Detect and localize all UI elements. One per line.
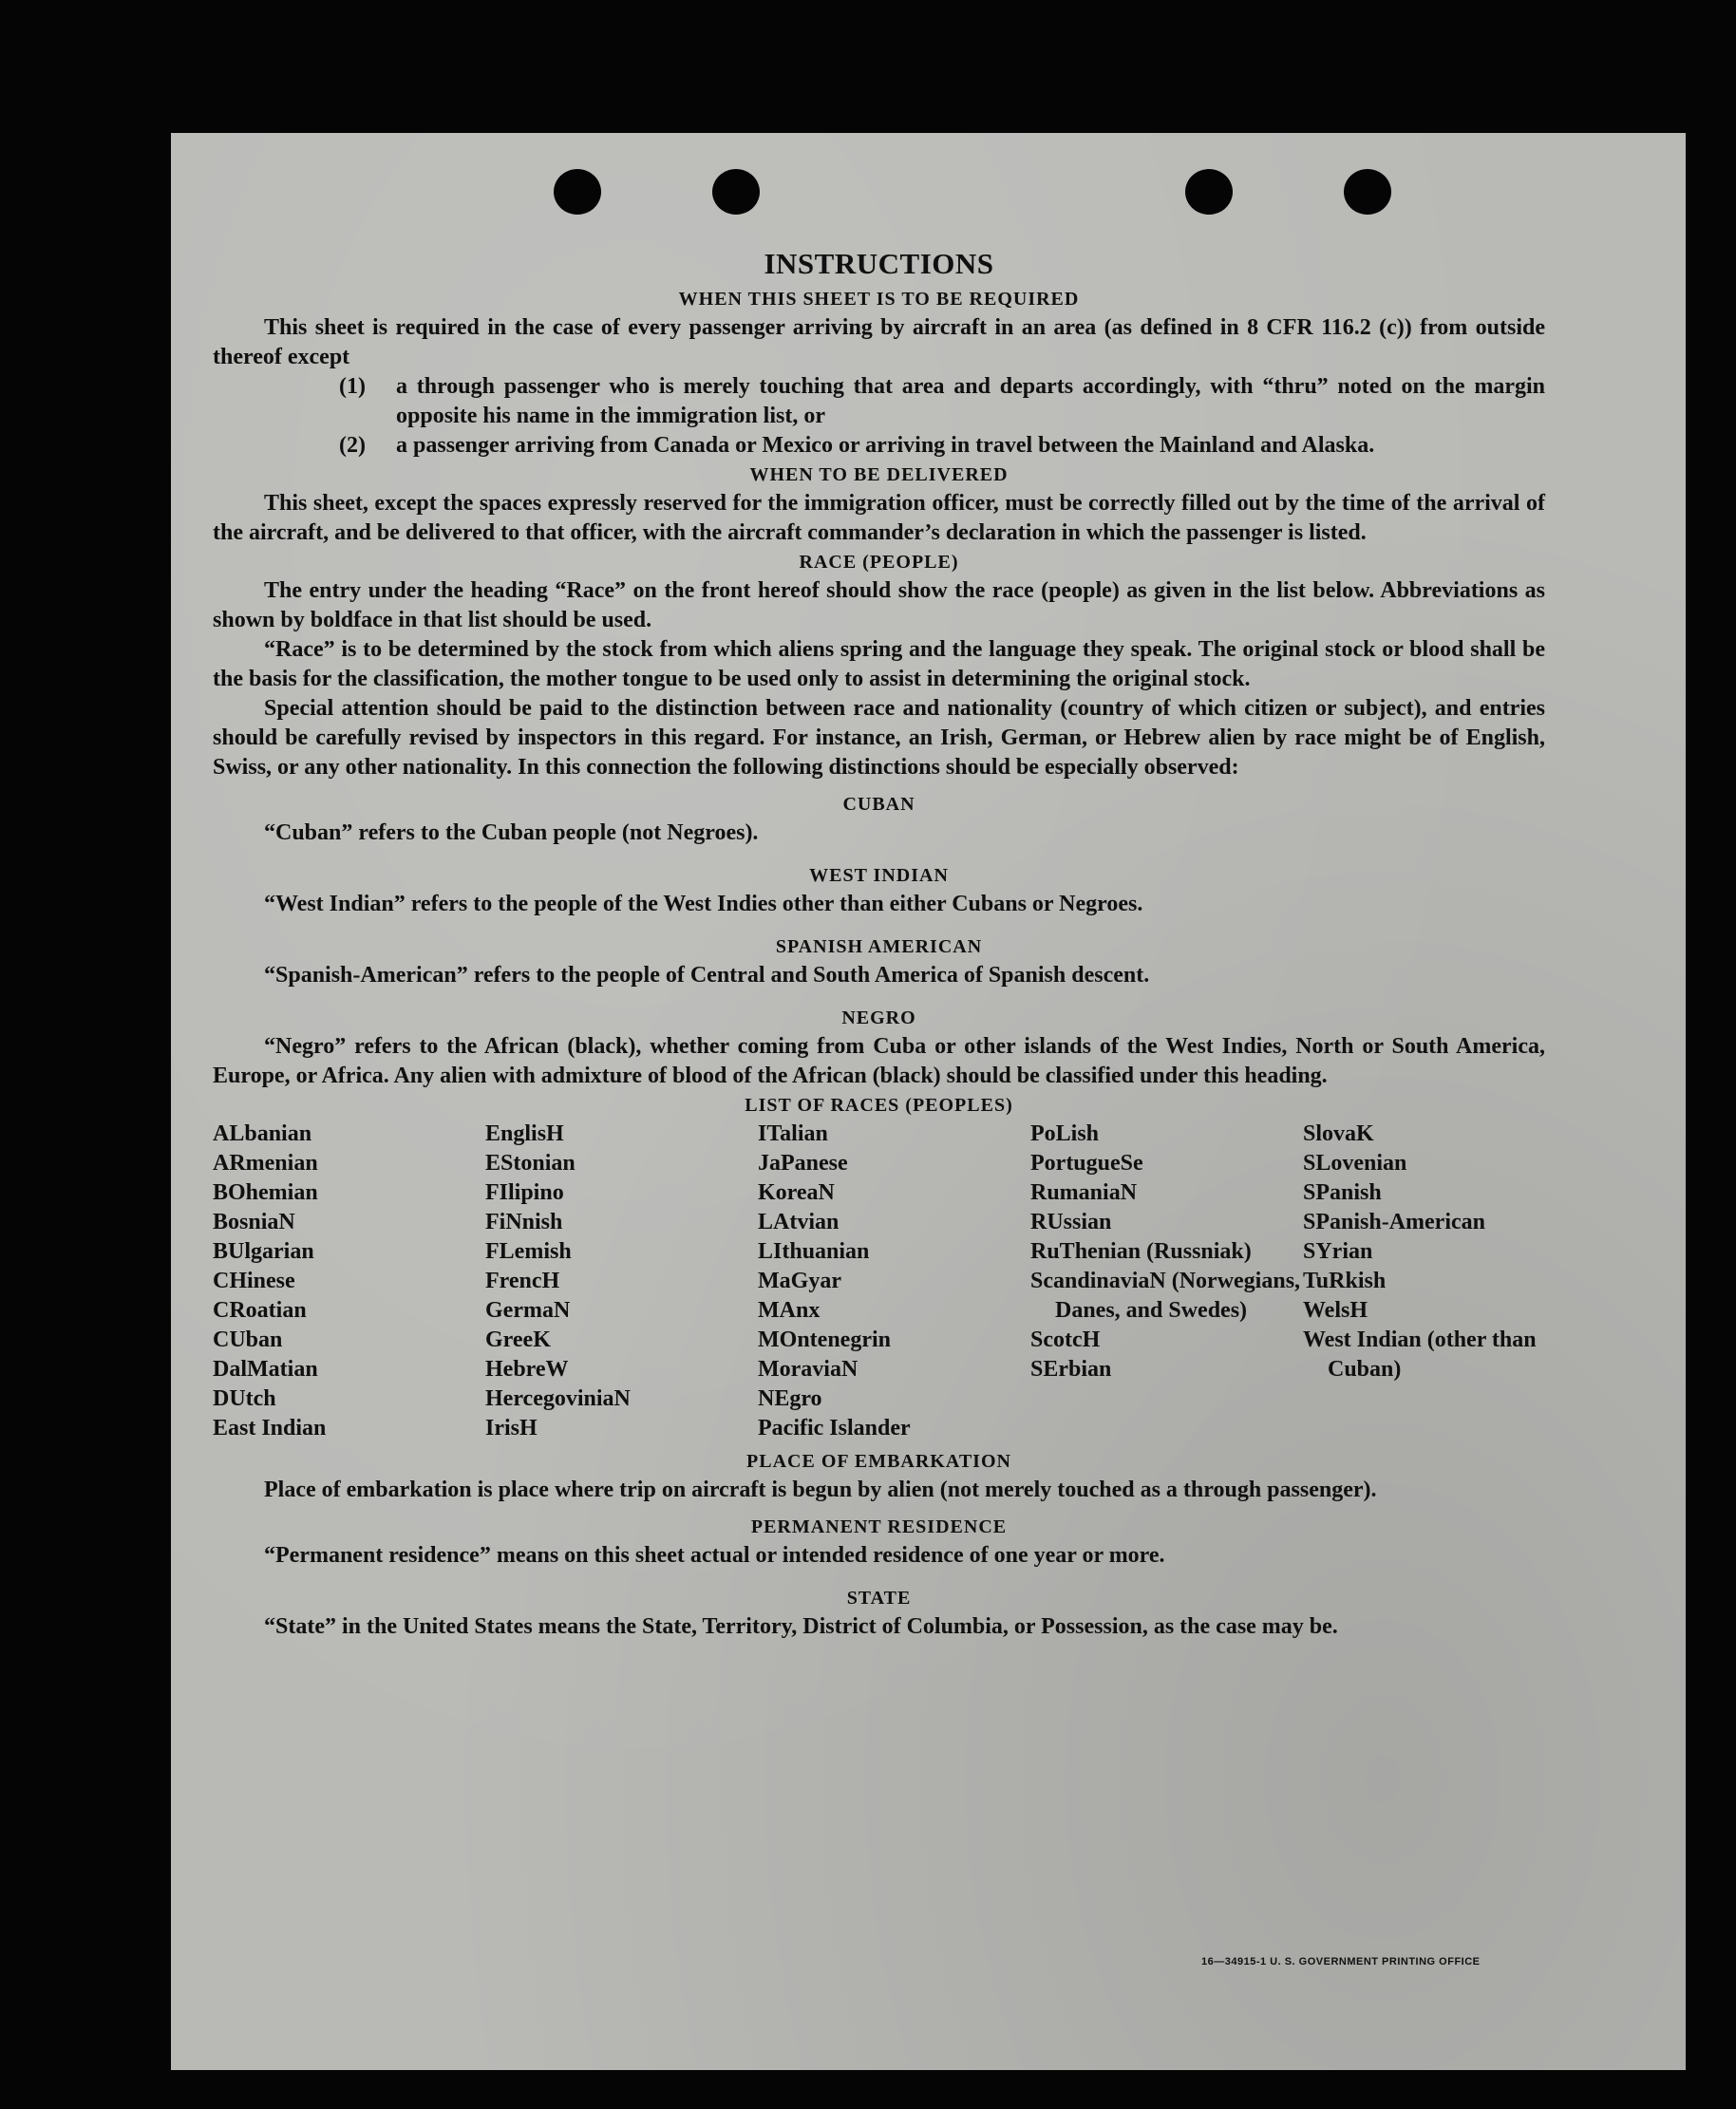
race-entry: LIthuanian: [758, 1239, 870, 1264]
section-heading: WHEN TO BE DELIVERED: [749, 464, 1009, 485]
document-title: INSTRUCTIONS: [764, 247, 994, 280]
race-entry: PortugueSe: [1030, 1151, 1143, 1176]
section-heading: STATE: [846, 1588, 912, 1609]
race-entry: MAnx: [758, 1298, 821, 1323]
race-entry: ALbanian: [213, 1121, 312, 1146]
section-paragraph: This sheet, except the spaces expressly reserved for the immigration officer, must be correctly filled out by the time of the arrival of the aircraft, and be delivered to that officer, with the aircraft commander’s declaration in which the passenger is listed.: [213, 491, 1545, 545]
punch-hole: [554, 169, 601, 215]
race-entry: SErbian: [1030, 1357, 1112, 1382]
section-heading: NEGRO: [841, 1007, 916, 1028]
races-column: [213, 1120, 485, 1443]
list-item-number: (1): [339, 374, 366, 399]
race-entry: West Indian (other than Cuban): [1303, 1328, 1537, 1382]
race-entry: RUssian: [1030, 1210, 1112, 1234]
list-item-number: (2): [339, 433, 366, 458]
races-column: [485, 1120, 758, 1443]
race-entry: NEgro: [758, 1386, 822, 1411]
race-entry: MaGyar: [758, 1269, 841, 1293]
section-heading: PERMANENT RESIDENCE: [750, 1516, 1008, 1537]
document-page: [171, 133, 1686, 2070]
section-paragraph: Place of embarkation is place where trip on aircraft is begun by alien (not merely touched as a through passenger).: [264, 1478, 1377, 1502]
race-entry: SLovenian: [1303, 1151, 1407, 1176]
race-entry: BosniaN: [213, 1210, 295, 1234]
section-paragraph: “Spanish-American” refers to the people of Central and South America of Spanish descent.: [264, 963, 1150, 988]
race-entry: SPanish-American: [1303, 1210, 1485, 1234]
race-entry: LAtvian: [758, 1210, 840, 1234]
race-entry: DUtch: [213, 1386, 276, 1411]
section-paragraph: The entry under the heading “Race” on the front hereof should show the race (people) as given in the list below. Abbreviations as shown by boldface in that list should be used.: [213, 578, 1545, 632]
races-column: [758, 1120, 1030, 1443]
races-list: [213, 1120, 1545, 1443]
section-heading: WEST INDIAN: [809, 865, 949, 886]
printing-office-footer: 16—34915-1 U. S. GOVERNMENT PRINTING OFFICE: [1201, 1956, 1481, 1968]
race-entry: SPanish: [1303, 1180, 1382, 1205]
race-entry: SlovaK: [1303, 1121, 1374, 1146]
list-item-text: a through passenger who is merely touching that area and departs accordingly, with “thru” noted on the margin opposite his name in the immigration list, or: [396, 374, 1545, 428]
race-entry: ScotcH: [1030, 1328, 1101, 1352]
race-entry: FrencH: [485, 1269, 560, 1293]
race-entry: MoraviaN: [758, 1357, 859, 1382]
punch-hole: [1185, 169, 1233, 215]
race-entry: East Indian: [213, 1416, 327, 1441]
race-entry: GreeK: [485, 1328, 551, 1352]
race-entry: DalMatian: [213, 1357, 318, 1382]
section-paragraph: “Cuban” refers to the Cuban people (not Negroes).: [264, 820, 759, 845]
section-paragraph: This sheet is required in the case of every passenger arriving by aircraft in an area (as defined in 8 CFR 116.2 (c)) from outside thereof except: [213, 315, 1545, 369]
punch-hole: [1344, 169, 1391, 215]
section-paragraph: “Permanent residence” means on this sheet actual or intended residence of one year or more.: [264, 1543, 1165, 1568]
race-entry: FLemish: [485, 1239, 572, 1264]
race-entry: CRoatian: [213, 1298, 307, 1323]
race-entry: HebreW: [485, 1357, 569, 1382]
races-heading: LIST OF RACES (PEOPLES): [745, 1095, 1013, 1116]
section-paragraph: Special attention should be paid to the distinction between race and nationality (country of which citizen or subject), and entries should be carefully revised by inspectors in this regard. For instance, an Irish, German, or Hebrew alien by race might be of English, Swiss, or any other nationality. In this connection the following distinctions should be especially observed:: [213, 696, 1545, 780]
race-entry: CUban: [213, 1328, 283, 1352]
race-entry: SYrian: [1303, 1239, 1373, 1264]
race-entry: WelsH: [1303, 1298, 1368, 1323]
list-item: [213, 431, 1545, 461]
section-paragraph: “Race” is to be determined by the stock from which aliens spring and the language they speak. The original stock or blood shall be the basis for the classification, the mother tongue to be used only to assist in determining the original stock.: [213, 637, 1545, 691]
race-entry: GermaN: [485, 1298, 571, 1323]
race-entry: TuRkish: [1303, 1269, 1387, 1293]
punch-hole: [712, 169, 760, 215]
race-entry: BOhemian: [213, 1180, 318, 1205]
race-entry: ITalian: [758, 1121, 828, 1146]
section-heading: CUBAN: [842, 794, 915, 815]
race-entry: CHinese: [213, 1269, 295, 1293]
races-column: [1303, 1120, 1545, 1443]
instructions-content: [213, 247, 1545, 1642]
section-paragraph: “State” in the United States means the State, Territory, District of Columbia, or Possession, as the case may be.: [264, 1614, 1338, 1639]
race-entry: JaPanese: [758, 1151, 848, 1176]
race-entry: HercegoviniaN: [485, 1386, 631, 1411]
race-entry: ScandinaviaN (Norwegians, Danes, and Swedes): [1030, 1269, 1301, 1323]
section-paragraph: “West Indian” refers to the people of the West Indies other than either Cubans or Negroes.: [264, 892, 1143, 916]
race-entry: PoLish: [1030, 1121, 1100, 1146]
race-entry: ARmenian: [213, 1151, 318, 1176]
section-heading: RACE (PEOPLE): [799, 552, 959, 573]
section-heading: SPANISH AMERICAN: [775, 936, 983, 957]
race-entry: BUlgarian: [213, 1239, 314, 1264]
race-entry: RuThenian (Russniak): [1030, 1239, 1252, 1264]
race-entry: MOntenegrin: [758, 1328, 891, 1352]
race-entry: FiNnish: [485, 1210, 563, 1234]
races-column: [1030, 1120, 1303, 1443]
list-item: [213, 372, 1545, 431]
race-entry: EnglisH: [485, 1121, 564, 1146]
race-entry: FIlipino: [485, 1180, 564, 1205]
section-paragraph: “Negro” refers to the African (black), whether coming from Cuba or other islands of the West Indies, North or South America, Europe, or Africa. Any alien with admixture of blood of the African (black) should be classified under this heading.: [213, 1034, 1545, 1088]
race-entry: IrisH: [485, 1416, 538, 1441]
list-item-text: a passenger arriving from Canada or Mexico or arriving in travel between the Mainland and Alaska.: [396, 433, 1375, 458]
race-entry: Pacific Islander: [758, 1416, 911, 1441]
section-heading: PLACE OF EMBARKATION: [746, 1451, 1011, 1472]
section-heading: WHEN THIS SHEET IS TO BE REQUIRED: [678, 289, 1080, 310]
race-entry: KoreaN: [758, 1180, 835, 1205]
race-entry: RumaniaN: [1030, 1180, 1138, 1205]
race-entry: EStonian: [485, 1151, 576, 1176]
